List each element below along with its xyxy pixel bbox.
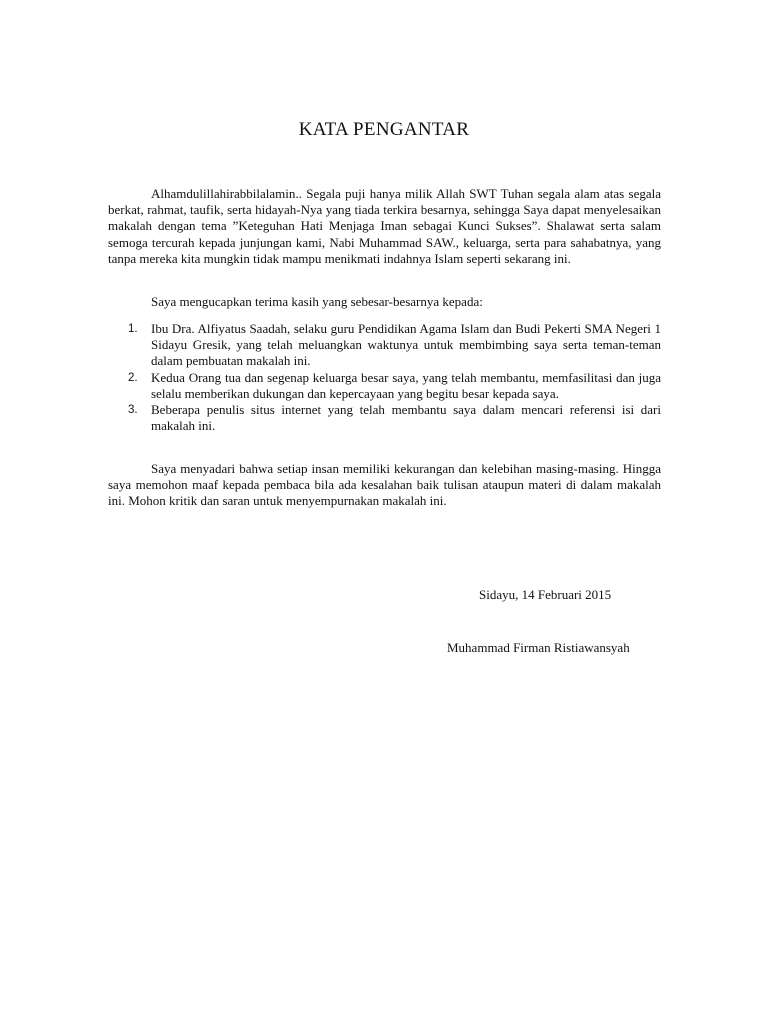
thanks-intro-block [108, 294, 661, 310]
list-item [108, 402, 661, 434]
list-item-text: Kedua Orang tua dan segenap keluarga besar saya, yang telah membantu, memfasilitasi dan juga selalu memberikan dukungan dan kepercayaan yang begitu besar kepada saya. [151, 369, 661, 401]
list-item-text: Ibu Dra. Alfiyatus Saadah, selaku guru Pendidikan Agama Islam dan Budi Pekerti SMA Negeri 1 Sidayu Gresik, yang telah meluangkan waktunya untuk membimbing saya serta teman-teman dalam pembuatan makalah ini. [151, 321, 661, 369]
signer-name: Muhammad Firman Ristiawansyah [447, 640, 630, 655]
closing-paragraph-block [108, 461, 661, 510]
opening-paragraph-block [108, 186, 661, 267]
thanks-intro-paragraph: Saya mengucapkan terima kasih yang sebesar-besarnya kepada: [151, 294, 483, 309]
list-item-number: 3. [128, 404, 138, 417]
list-item [108, 321, 661, 370]
closing-paragraph: Saya menyadari bahwa setiap insan memiliki kekurangan dan kelebihan masing-masing. Hingga saya memohon maaf kepada pembaca bila ada kesalahan baik tulisan ataupun materi di dalam makalah ini. Mohon kritik dan saran untuk menyempurnakan makalah ini. [108, 461, 661, 509]
opening-paragraph: Alhamdulillahirabbilalamin.. Segala puji hanya milik Allah SWT Tuhan segala alam atas segala berkat, rahmat, taufik, serta hidayah-Nya yang tiada terkira besarnya, sehingga Saya dapat menyelesaikan makalah dengan tema ”Keteguhan Hati Menjaga Iman sebagai Kunci Sukses”. Shalawat serta salam semoga tercurah kepada junjungan kami, Nabi Muhammad SAW., keluarga, serta para sahabatnya, yang tanpa mereka kita mungkin tidak mampu menikmati indahnya Islam seperti sekarang ini. [108, 186, 661, 266]
list-item-text: Beberapa penulis situs internet yang telah membantu saya dalam mencari referensi isi dari makalah ini. [151, 402, 661, 434]
place-date: Sidayu, 14 Februari 2015 [479, 587, 612, 602]
page-title: KATA PENGANTAR [298, 119, 470, 140]
list-item-number: 1. [128, 323, 138, 335]
thanks-list [108, 321, 661, 434]
list-item-number: 2. [128, 371, 138, 384]
list-item [108, 370, 661, 402]
